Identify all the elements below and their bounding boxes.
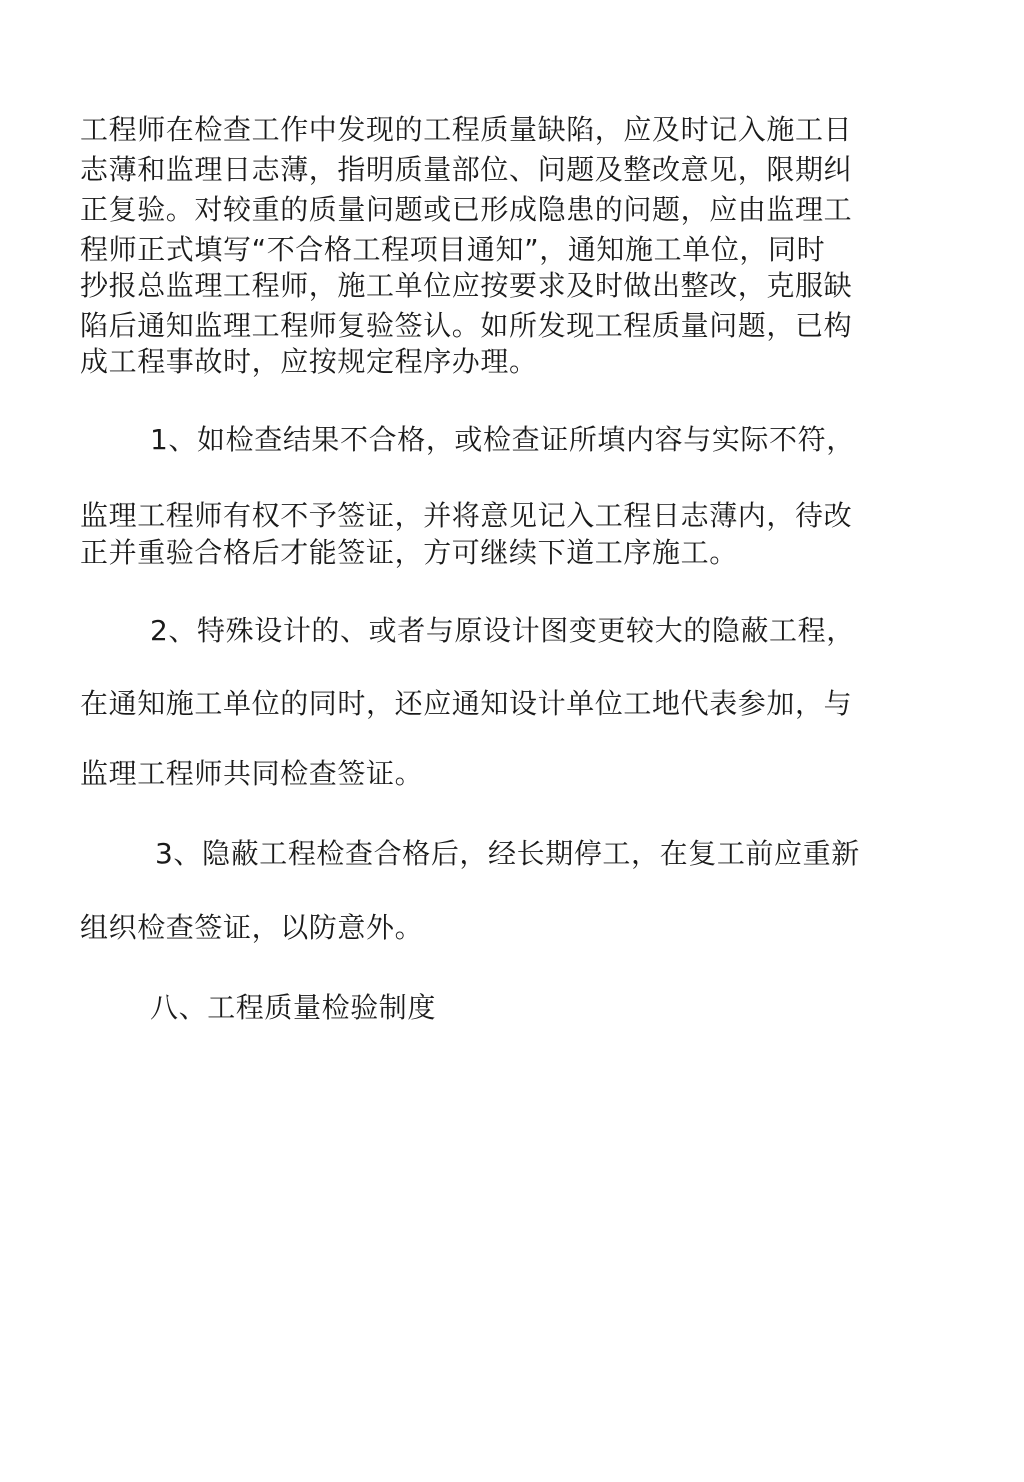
text-line: 监理工程师有权不予签证，并将意见记入工程日志薄内，待改: [80, 499, 853, 532]
text-line: 抄报总监理工程师，施工单位应按要求及时做出整改，克服缺: [80, 269, 853, 302]
text-line: 1、如检查结果不合格，或检查证所填内容与实际不符，: [150, 423, 855, 456]
text-line: 监理工程师共同检查签证。: [80, 757, 424, 790]
text-line: 工程师在检查工作中发现的工程质量缺陷，应及时记入施工日: [80, 113, 853, 146]
text-line: 在通知施工单位的同时，还应通知设计单位工地代表参加，与: [80, 687, 853, 720]
text-line: 2、特殊设计的、或者与原设计图变更较大的隐蔽工程，: [150, 614, 855, 647]
section-heading: 八、工程质量检验制度: [150, 991, 437, 1024]
text-line: 志薄和监理日志薄，指明质量部位、问题及整改意见，限期纠: [80, 153, 853, 186]
text-line: 程师正式填写“不合格工程项目通知”，通知施工单位，同时: [80, 233, 826, 266]
text-line: 3、隐蔽工程检查合格后，经长期停工，在复工前应重新: [155, 837, 860, 870]
text-line: 正并重验合格后才能签证，方可继续下道工序施工。: [80, 536, 738, 569]
text-line: 陷后通知监理工程师复验签认。如所发现工程质量问题，已构: [80, 309, 853, 342]
text-line: 组织检查签证，以防意外。: [80, 911, 424, 944]
text-line: 成工程事故时，应按规定程序办理。: [80, 345, 538, 378]
text-line: 正复验。对较重的质量问题或已形成隐患的问题，应由监理工: [80, 193, 853, 226]
